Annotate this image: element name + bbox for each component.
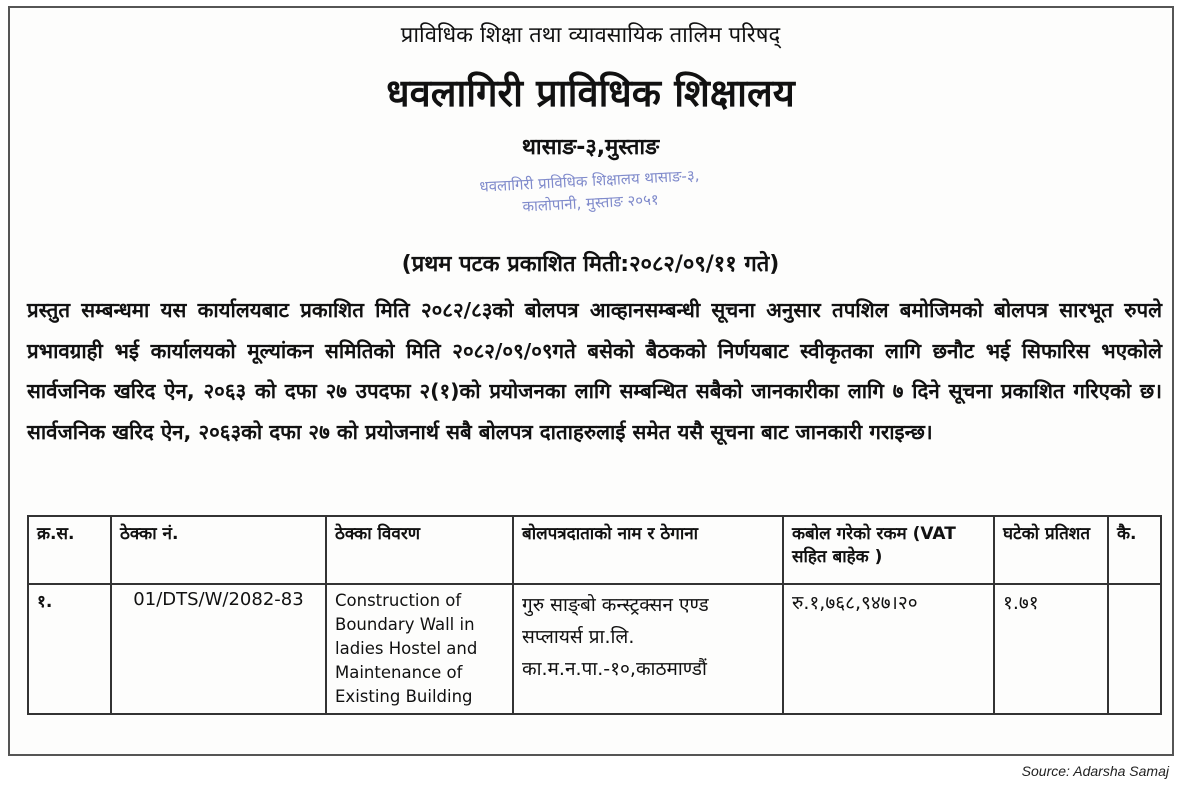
publish-date: (प्रथम पटक प्रकाशित मिती:२०८२/०९/११ गते) (401, 252, 780, 277)
col-amount: कबोल गरेको रकम (VAT सहित बाहेक ) (783, 516, 994, 584)
school-address: थासाङ-३,मुस्ताङ (521, 135, 660, 160)
col-contract-no: ठेक्का नं. (111, 516, 326, 584)
col-bidder: बोलपत्रदाताको नाम र ठेगाना (513, 516, 783, 584)
source-credit: Source: Adarsha Samaj (1021, 763, 1169, 779)
bid-table (27, 515, 1162, 715)
table-header-row (28, 516, 1161, 584)
col-sn: क्र.स. (28, 516, 111, 584)
cell-remarks (1108, 584, 1161, 714)
col-percent: घटेको प्रतिशत (994, 516, 1108, 584)
cell-amount: रु.१,७६८,९४७।२० (783, 584, 994, 714)
cell-contract-no: 01/DTS/W/2082-83 (111, 584, 326, 714)
office-stamp: धवलागिरी प्राविधिक शिक्षालय थासाङ-३, कालोपानी, मुस्ताङ २०५१ (479, 166, 700, 216)
cell-bidder: गुरु साङ्बो कन्स्ट्रक्सन एण्ड सप्लायर्स प्रा.लि. का.म.न.पा.-१०,काठमाण्डौं (513, 584, 783, 714)
col-remarks: कै. (1108, 516, 1161, 584)
notice-body: प्रस्तुत सम्बन्धमा यस कार्यालयबाट प्रकाशित मिति २०८२/८३को बोलपत्र आव्हानसम्बन्धी सूचना अनुसार तपशिल बमोजिमको बोलपत्र सारभूत रुपले प्रभावग्राही भई कार्यालयको मूल्यांकन समितिको मिति २०८२/०९/०९गते बसेको बैठकको निर्णयबाट स्वीकृतका लागि छनौट भई सिफारिस भएकोले सार्वजनिक खरिद ऐन, २०६३ को दफा २७ उपदफा २(१)को प्रयोजनका लागि सम्बन्धित सबैको जानकारीका लागि ७ दिने सूचना प्रकाशित गरिएको छ।सार्वजनिक खरिद ऐन, २०६३को दफा २७ को प्रयोजनार्थ सबै बोलपत्र दाताहरुलाई समेत यसै सूचना बाट जानकारी गराइन्छ। (27, 298, 1162, 444)
council-name: प्राविधिक शिक्षा तथा व्यावसायिक तालिम परिषद् (400, 23, 781, 48)
cell-description: Construction of Boundary Wall in ladies Hostel and Maintenance of Existing Building (326, 584, 513, 714)
col-description: ठेक्का विवरण (326, 516, 513, 584)
cell-percent: १.७१ (994, 584, 1108, 714)
table-row (28, 584, 1161, 714)
cell-sn: १. (28, 584, 111, 714)
school-name: धवलागिरी प्राविधिक शिक्षालय (386, 71, 795, 115)
